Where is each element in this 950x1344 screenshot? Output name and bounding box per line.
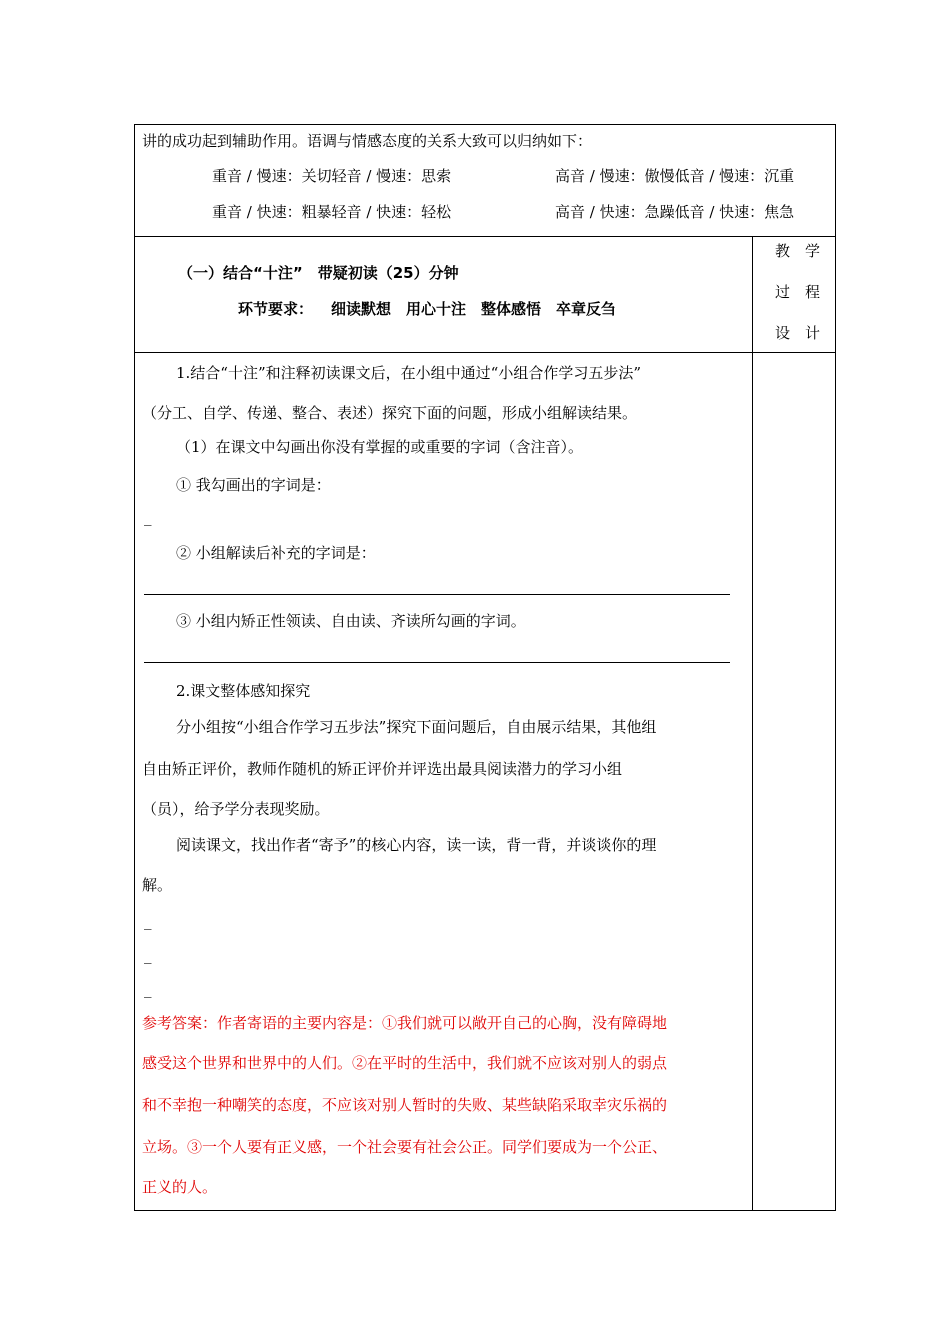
blank-line-3: _ (144, 946, 152, 964)
answer-underline-2 (144, 662, 730, 663)
tone-row1-right: 高音 / 慢速：傲慢低音 / 慢速：沉重 (555, 167, 795, 185)
question-1: （1）在课文中勾画出你没有掌握的或重要的字词（含注音）。 (176, 438, 584, 456)
answer-line4: 立场。③一个人要有正义感，一个社会要有社会公正。同学们要成为一个公正、 (142, 1138, 668, 1156)
task3-line1: 阅读课文，找出作者“寄予”的核心内容，读一读，背一背，并谈谈你的理 (176, 836, 657, 854)
table-column-divider (752, 236, 753, 1211)
answer-line2: 感受这个世界和世界中的人们。②在平时的生活中，我们就不应该对别人的弱点 (142, 1054, 668, 1072)
item-2: ② 小组解读后补充的字词是： (176, 544, 376, 562)
table-row-divider-1 (134, 236, 836, 237)
blank-line-4: _ (144, 980, 152, 998)
task3-line2: 解。 (142, 876, 173, 894)
table-bottom-border (134, 1210, 836, 1211)
answer-line3: 和不幸抱一种嘲笑的态度，不应该对别人暂时的失败、某些缺陷采取幸灾乐祸的 (142, 1096, 668, 1114)
blank-line-2: _ (144, 912, 152, 930)
answer-underline-1 (144, 594, 730, 595)
table-right-border (835, 124, 836, 1211)
side-label-line2: 过 程 (775, 283, 821, 301)
requirement-items: 细读默想 用心十注 整体感悟 卒章反刍 (331, 300, 617, 318)
table-left-border (134, 124, 135, 1211)
item-1: ① 我勾画出的字词是： (176, 476, 331, 494)
requirement-label: 环节要求： (238, 300, 314, 318)
tone-row2-right: 高音 / 快速：急躁低音 / 快速：焦急 (555, 203, 795, 221)
answer-line5: 正义的人。 (142, 1178, 218, 1196)
blank-line-1: _ (144, 508, 152, 526)
item-3: ③ 小组内矫正性领读、自由读、齐读所勾画的字词。 (176, 612, 526, 630)
task2-line1: 分小组按“小组合作学习五步法”探究下面问题后，自由展示结果，其他组 (176, 718, 657, 736)
table-row-divider-2 (134, 352, 836, 353)
task2-line3: （员），给予学分表现奖励。 (142, 800, 330, 818)
section-title: （一）结合“十注” 带疑初读（25）分钟 (178, 264, 459, 282)
tone-row2-left: 重音 / 快速：粗暴轻音 / 快速：轻松 (212, 203, 452, 221)
task2-line2: 自由矫正评价，教师作随机的矫正评价并评选出最具阅读潜力的学习小组 (142, 760, 623, 778)
task1-line1: 1.结合“十注”和注释初读课文后，在小组中通过“小组合作学习五步法” (176, 364, 641, 382)
task1-line2: （分工、自学、传递、整合、表述）探究下面的问题，形成小组解读结果。 (142, 404, 638, 422)
side-label-line3: 设 计 (775, 324, 821, 342)
table-top-border (134, 124, 836, 125)
answer-line1: 参考答案：作者寄语的主要内容是：①我们就可以敞开自己的心胸，没有障碍地 (142, 1014, 668, 1032)
intro-text: 讲的成功起到辅助作用。语调与情感态度的关系大致可以归纳如下： (142, 132, 593, 150)
task2-heading: 2.课文整体感知探究 (176, 682, 311, 700)
tone-row1-left: 重音 / 慢速：关切轻音 / 慢速：思索 (212, 167, 452, 185)
side-label-line1: 教 学 (775, 242, 821, 260)
